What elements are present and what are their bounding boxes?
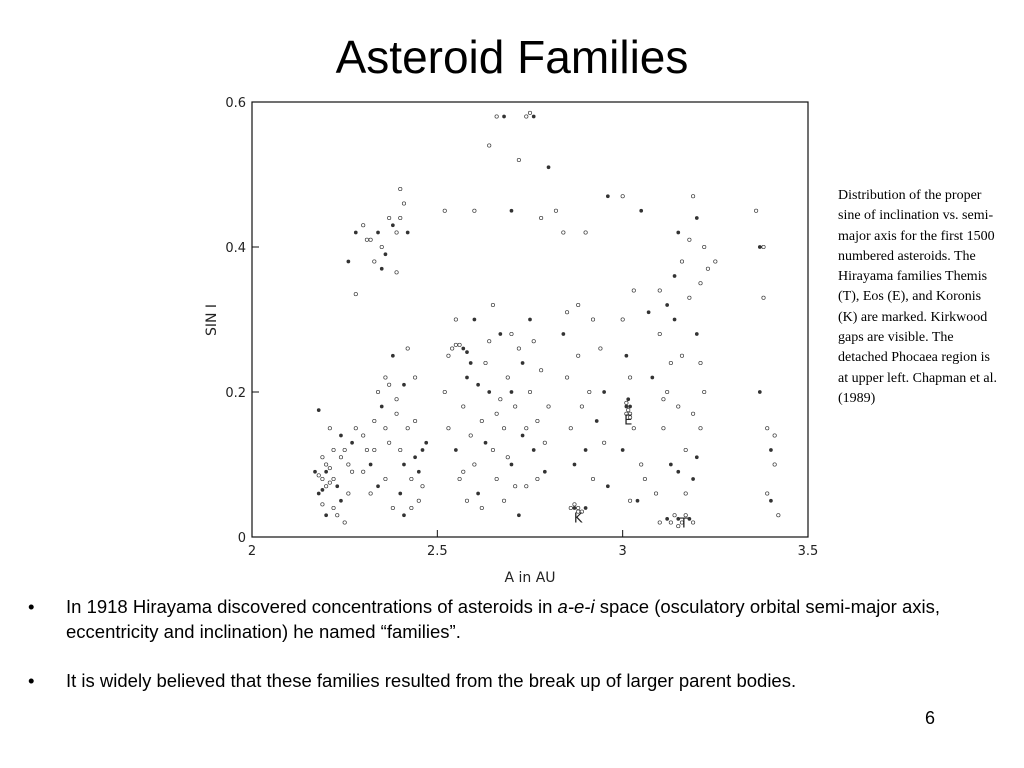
data-point [669,521,672,524]
bullet-mark: • [28,596,35,617]
data-point [350,470,353,473]
data-point [762,245,765,248]
data-point [625,354,628,357]
data-point [469,362,472,365]
data-point [680,260,683,263]
data-point [347,260,350,263]
data-point [506,456,509,459]
data-point [758,246,761,249]
data-point [599,347,602,350]
data-point [462,347,465,350]
data-point [573,503,576,506]
data-point [413,419,416,422]
data-point [576,303,579,306]
data-point [399,216,402,219]
data-point [421,485,424,488]
data-point [573,507,576,510]
data-point [573,463,576,466]
data-point [328,466,331,469]
data-point [539,216,542,219]
data-point [706,267,709,270]
annotations [574,414,688,532]
data-point [627,398,630,401]
data-point [414,456,417,459]
data-point [543,441,546,444]
data-point [576,354,579,357]
data-point [777,514,780,517]
data-point [691,412,694,415]
data-point [543,470,546,473]
data-point [658,332,661,335]
data-point [480,506,483,509]
y-tick-label: 0.2 [225,386,246,401]
data-point [632,289,635,292]
data-point [691,521,694,524]
data-point [391,506,394,509]
data-point [673,318,676,321]
data-point [380,267,383,270]
data-point [699,427,702,430]
data-point [666,517,669,520]
data-point [669,361,672,364]
family-label: K [573,511,583,527]
family-label: T [679,516,688,532]
data-point [480,419,483,422]
bullet-mark: • [28,670,35,691]
y-tick-label: 0 [237,531,246,546]
data-point [447,427,450,430]
data-point [384,253,387,256]
data-point [325,470,328,473]
data-point [377,231,380,234]
data-point [699,361,702,364]
data-point [525,115,528,118]
data-point [773,463,776,466]
data-point [684,492,687,495]
data-point [758,391,761,394]
data-point [321,456,324,459]
data-point [602,441,605,444]
data-point [465,351,468,354]
data-point [410,506,413,509]
data-point [373,260,376,263]
bullet-text-before: In 1918 Hirayama discovered concentrations of asteroids in [66,596,558,617]
data-point [595,420,598,423]
data-point [373,419,376,422]
data-point [324,485,327,488]
data-point [658,289,661,292]
data-point [503,115,506,118]
data-point [521,434,524,437]
x-axis-label: A in AU [504,570,556,586]
data-point [665,390,668,393]
data-point [695,217,698,220]
data-point [317,409,320,412]
data-point [477,492,480,495]
data-point [606,195,609,198]
data-point [369,463,372,466]
data-point [395,231,398,234]
data-point [495,412,498,415]
data-point [321,503,324,506]
data-point [502,499,505,502]
data-point [473,318,476,321]
data-point [502,427,505,430]
data-point [406,347,409,350]
data-point [450,347,453,350]
data-point [362,224,365,227]
data-point [662,398,665,401]
bullet-list [28,594,988,717]
data-point [447,354,450,357]
data-points [314,111,781,528]
data-point [332,506,335,509]
data-point [688,296,691,299]
data-point [769,449,772,452]
data-point [465,499,468,502]
data-point [376,390,379,393]
data-point [621,318,624,321]
data-point [658,521,661,524]
scatter-figure [196,90,824,588]
data-point [469,434,472,437]
data-point [462,405,465,408]
data-point [766,492,769,495]
data-point [395,412,398,415]
data-point [339,434,342,437]
data-point [328,427,331,430]
data-point [491,303,494,306]
data-point [491,448,494,451]
data-point [499,333,502,336]
data-point [691,195,694,198]
data-point [321,488,324,491]
data-point [654,492,657,495]
data-point [640,463,643,466]
data-point [640,209,643,212]
y-axis-label: SIN I [204,303,220,337]
data-point [499,398,502,401]
data-point [458,477,461,480]
data-point [473,463,476,466]
data-point [662,427,665,430]
data-point [536,419,539,422]
data-point [627,408,630,411]
data-point [677,470,680,473]
data-point [465,376,468,379]
figure-caption: Distribution of the proper sine of inclination vs. semi-major axis for the first 1500 numbered asteroids. The Hirayama families Themis (T), Eos (E), and Koronis (K) are marked. Kirkwood gaps are visible. The detached Phocaea region is at upper left. Chapman et al. (1989) [838,188,997,406]
data-point [625,401,628,404]
data-point [643,477,646,480]
data-point [362,434,365,437]
data-point [365,448,368,451]
data-point [688,517,691,520]
data-point [703,390,706,393]
data-point [703,245,706,248]
data-point [673,275,676,278]
data-point [443,209,446,212]
family-label: E [624,413,633,429]
bullet-item [28,594,988,644]
data-point [495,477,498,480]
data-point [343,521,346,524]
data-point [591,318,594,321]
data-point [324,463,327,466]
data-point [510,209,513,212]
data-point [632,427,635,430]
data-point [554,209,557,212]
data-point [317,474,320,477]
data-point [380,245,383,248]
data-point [525,485,528,488]
data-point [314,470,317,473]
data-point [677,231,680,234]
data-point [477,383,480,386]
data-point [454,343,457,346]
data-point [377,485,380,488]
data-point [458,343,461,346]
data-point [588,390,591,393]
data-point [766,427,769,430]
data-point [699,282,702,285]
data-point [399,492,402,495]
data-point [365,238,368,241]
data-point [532,115,535,118]
data-point [628,376,631,379]
data-point [336,485,339,488]
axis-ticks [225,96,818,559]
data-point [369,492,372,495]
data-point [629,405,632,408]
x-tick-label: 3.5 [797,544,819,559]
data-point [606,485,609,488]
data-point [510,391,513,394]
x-tick-label: 2 [247,544,257,559]
data-point [532,449,535,452]
data-point [628,499,631,502]
data-point [484,441,487,444]
data-point [402,202,405,205]
data-point [517,158,520,161]
data-point [488,340,491,343]
data-point [373,448,376,451]
data-point [336,514,339,517]
data-point [425,441,428,444]
data-point [591,477,594,480]
data-point [754,209,757,212]
data-point [517,347,520,350]
data-point [417,499,420,502]
data-point [321,477,324,480]
data-point [528,111,531,114]
data-point [539,369,542,372]
data-point [454,318,457,321]
data-point [636,499,639,502]
data-point [354,292,357,295]
data-point [347,463,350,466]
bullet-text-after: space (osculatory orbital semi-major axis, eccentricity and inclination) he named “families”. [66,596,941,642]
data-point [562,231,565,234]
slide-title: Asteroid Families [335,31,689,83]
data-point [769,499,772,502]
x-tick-label: 2.5 [426,544,448,559]
data-point [387,441,390,444]
page-number: 6 [924,708,935,728]
data-point [547,166,550,169]
data-point [684,448,687,451]
data-point [569,506,572,509]
data-point [421,449,424,452]
data-point [621,449,624,452]
data-point [399,448,402,451]
y-tick-label: 0.4 [225,241,246,256]
data-point [695,456,698,459]
data-point [402,463,405,466]
data-point [380,405,383,408]
data-point [529,318,532,321]
data-point [517,514,520,517]
data-point [332,477,335,480]
data-point [354,231,357,234]
data-point [406,231,409,234]
data-point [525,427,528,430]
data-point [521,362,524,365]
data-point [325,514,328,517]
data-point [391,354,394,357]
data-point [513,485,516,488]
data-point [677,405,680,408]
scatter-plot [196,90,824,588]
data-point [332,448,335,451]
data-point [584,231,587,234]
bullet-item [28,668,988,693]
data-point [413,376,416,379]
data-point [562,333,565,336]
data-point [584,449,587,452]
data-point [695,333,698,336]
data-point [417,470,420,473]
data-point [473,209,476,212]
data-point [369,238,372,241]
data-point [580,405,583,408]
data-point [343,448,346,451]
data-point [510,463,513,466]
data-point [773,434,776,437]
data-point [688,238,691,241]
data-point [454,449,457,452]
data-point [339,499,342,502]
data-point [395,271,398,274]
data-point [666,304,669,307]
data-point [576,506,579,509]
data-point [506,376,509,379]
data-point [347,492,350,495]
data-point [625,405,628,408]
data-point [484,361,487,364]
data-point [443,390,446,393]
data-point [488,391,491,394]
data-point [584,507,587,510]
data-point [510,332,513,335]
data-point [513,405,516,408]
data-point [651,376,654,379]
data-point [354,427,357,430]
y-tick-label: 0.6 [225,96,246,111]
data-point [328,481,331,484]
data-point [410,477,413,480]
data-point [384,427,387,430]
data-point [495,115,498,118]
data-point [692,478,695,481]
data-point [647,311,650,314]
data-point [621,195,624,198]
x-tick-label: 3 [618,544,627,559]
data-point [714,260,717,263]
data-point [536,477,539,480]
data-point [488,144,491,147]
data-point [669,463,672,466]
data-point [406,427,409,430]
data-point [384,477,387,480]
data-point [569,427,572,430]
data-point [402,514,405,517]
data-point [565,311,568,314]
data-point [395,398,398,401]
data-point [603,391,606,394]
data-point [317,492,320,495]
data-point [339,456,342,459]
data-point [384,376,387,379]
data-point [565,376,568,379]
data-point [402,383,405,386]
bullet-text-italic: a-e-i [557,596,595,617]
data-point [528,390,531,393]
data-point [362,470,365,473]
data-point [673,514,676,517]
data-point [387,383,390,386]
data-point [762,296,765,299]
data-point [387,216,390,219]
bullet-text: It is widely believed that these families resulted from the break up of larger parent bodies. [66,670,797,691]
data-point [462,470,465,473]
data-point [547,405,550,408]
data-point [680,354,683,357]
data-point [351,441,354,444]
data-point [532,340,535,343]
data-point [399,187,402,190]
data-point [391,224,394,227]
